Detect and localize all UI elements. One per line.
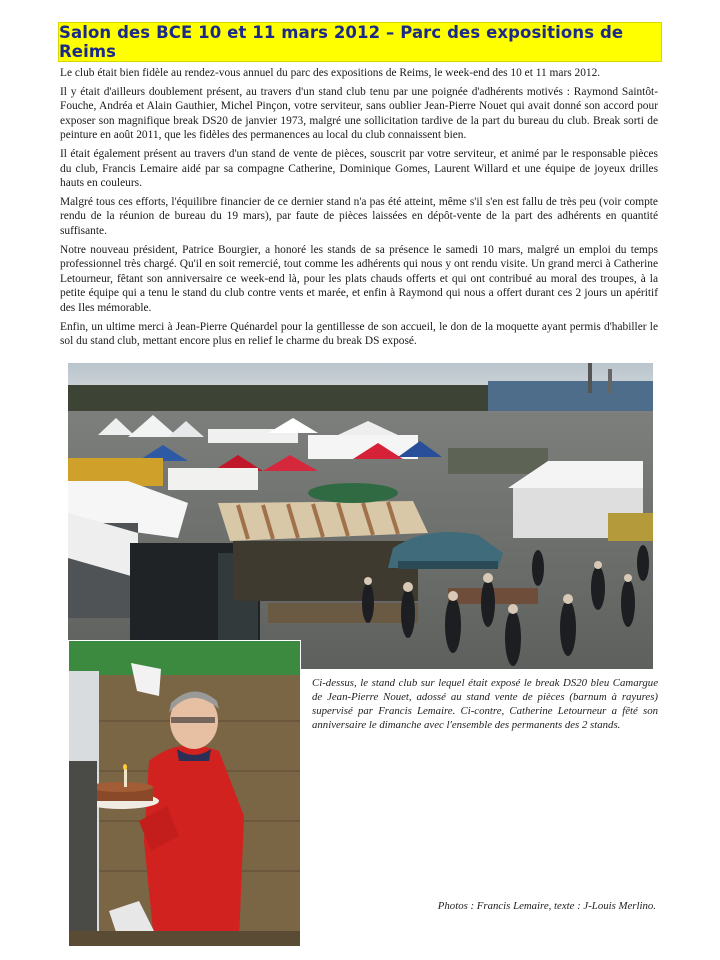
article-paragraph: Le club était bien fidèle au rendez-vous annuel du parc des expositions de Reims, le week-end des 10 et 11 mars 2012. xyxy=(60,67,601,79)
exhibition-stands-photo xyxy=(68,363,653,669)
photo-caption: Ci-dessus, le stand club sur lequel était exposé le break DS20 bleu Camargue de Jean-Pierre Nouet, adossé au stand vente de pièces (barnum à rayures) supervisé par Francis Lemaire. Ci-contre, Catherine Letourneur a fêté son anniversaire le dimanche avec l'ensemble des permanents des 2 stands. xyxy=(312,677,658,731)
article-paragraph: Il y était d'ailleurs doublement présent, au travers d'un stand club tenu par une poignée d'adhérents motivés : Raymond Saintôt-Fouche, Andréa et Alain Gauthier, Michel Pinçon, votre serviteur, sans oublier Jean-Pierre Nouet qui avait donné son accord pour exposer son magnifique break DS20 de janvier 1973, malgré une sollicitation tardive de la part du bureau du club. Break sorti de peinture en août 2011, que les fidèles des permanences au local du club connaissent bien. xyxy=(60,85,658,142)
title-banner xyxy=(58,22,662,62)
article-paragraph: Il était également présent au travers d'un stand de vente de pièces, souscrit par votre serviteur, et animé par le responsable pièces du club, Francis Lemaire aidé par sa compagne Catherine, Dominique Gomes, Laurent Willard et une équipe de joyeux drilles hauts en couleurs. xyxy=(60,147,658,190)
article-paragraph: Malgré tous ces efforts, l'équilibre financier de ce dernier stand n'a pas été atteint, même s'il s'en est fallu de très peu (voir compte rendu de la réunion de bureau du 19 mars), par faute de pièces laissées en dépôt-vente de la part des adhérents en quantité suffisante. xyxy=(60,195,658,237)
exhibition-scene xyxy=(68,363,653,669)
article-paragraph: Enfin, un ultime merci à Jean-Pierre Quénardel pour la gentillesse de son accueil, le don de la moquette ayant permis d'habiller le sol du stand club, mettant encore plus en relief le charme du break DS exposé. xyxy=(60,320,658,348)
article-paragraph: Notre nouveau président, Patrice Bourgier, a honoré les stands de sa présence le samedi 10 mars, malgré un emploi du temps professionnel très chargé. Qu'il en soit remercié, tout comme les adhérents qui nous y ont rendu visite. Un grand merci à Catherine Letourneur, fêtant son anniversaire ce week-end là, pour les plats chauds offerts et qui ont contribué au moral des troupes, à la petite équipe qui a tenu le stand du club contre vents et marée, et enfin à Raymond qui nous a offert durant ces 2 jours un apéritif des Iles mémorable. xyxy=(60,243,658,314)
article-body xyxy=(60,66,658,353)
page-title: Salon des BCE 10 et 11 mars 2012 – Parc des expositions de Reims xyxy=(59,23,624,61)
birthday-photo xyxy=(68,640,301,947)
photo-credits: Photos : Francis Lemaire, texte : J-Louis Merlino. xyxy=(437,900,656,912)
birthday-scene xyxy=(69,641,300,946)
